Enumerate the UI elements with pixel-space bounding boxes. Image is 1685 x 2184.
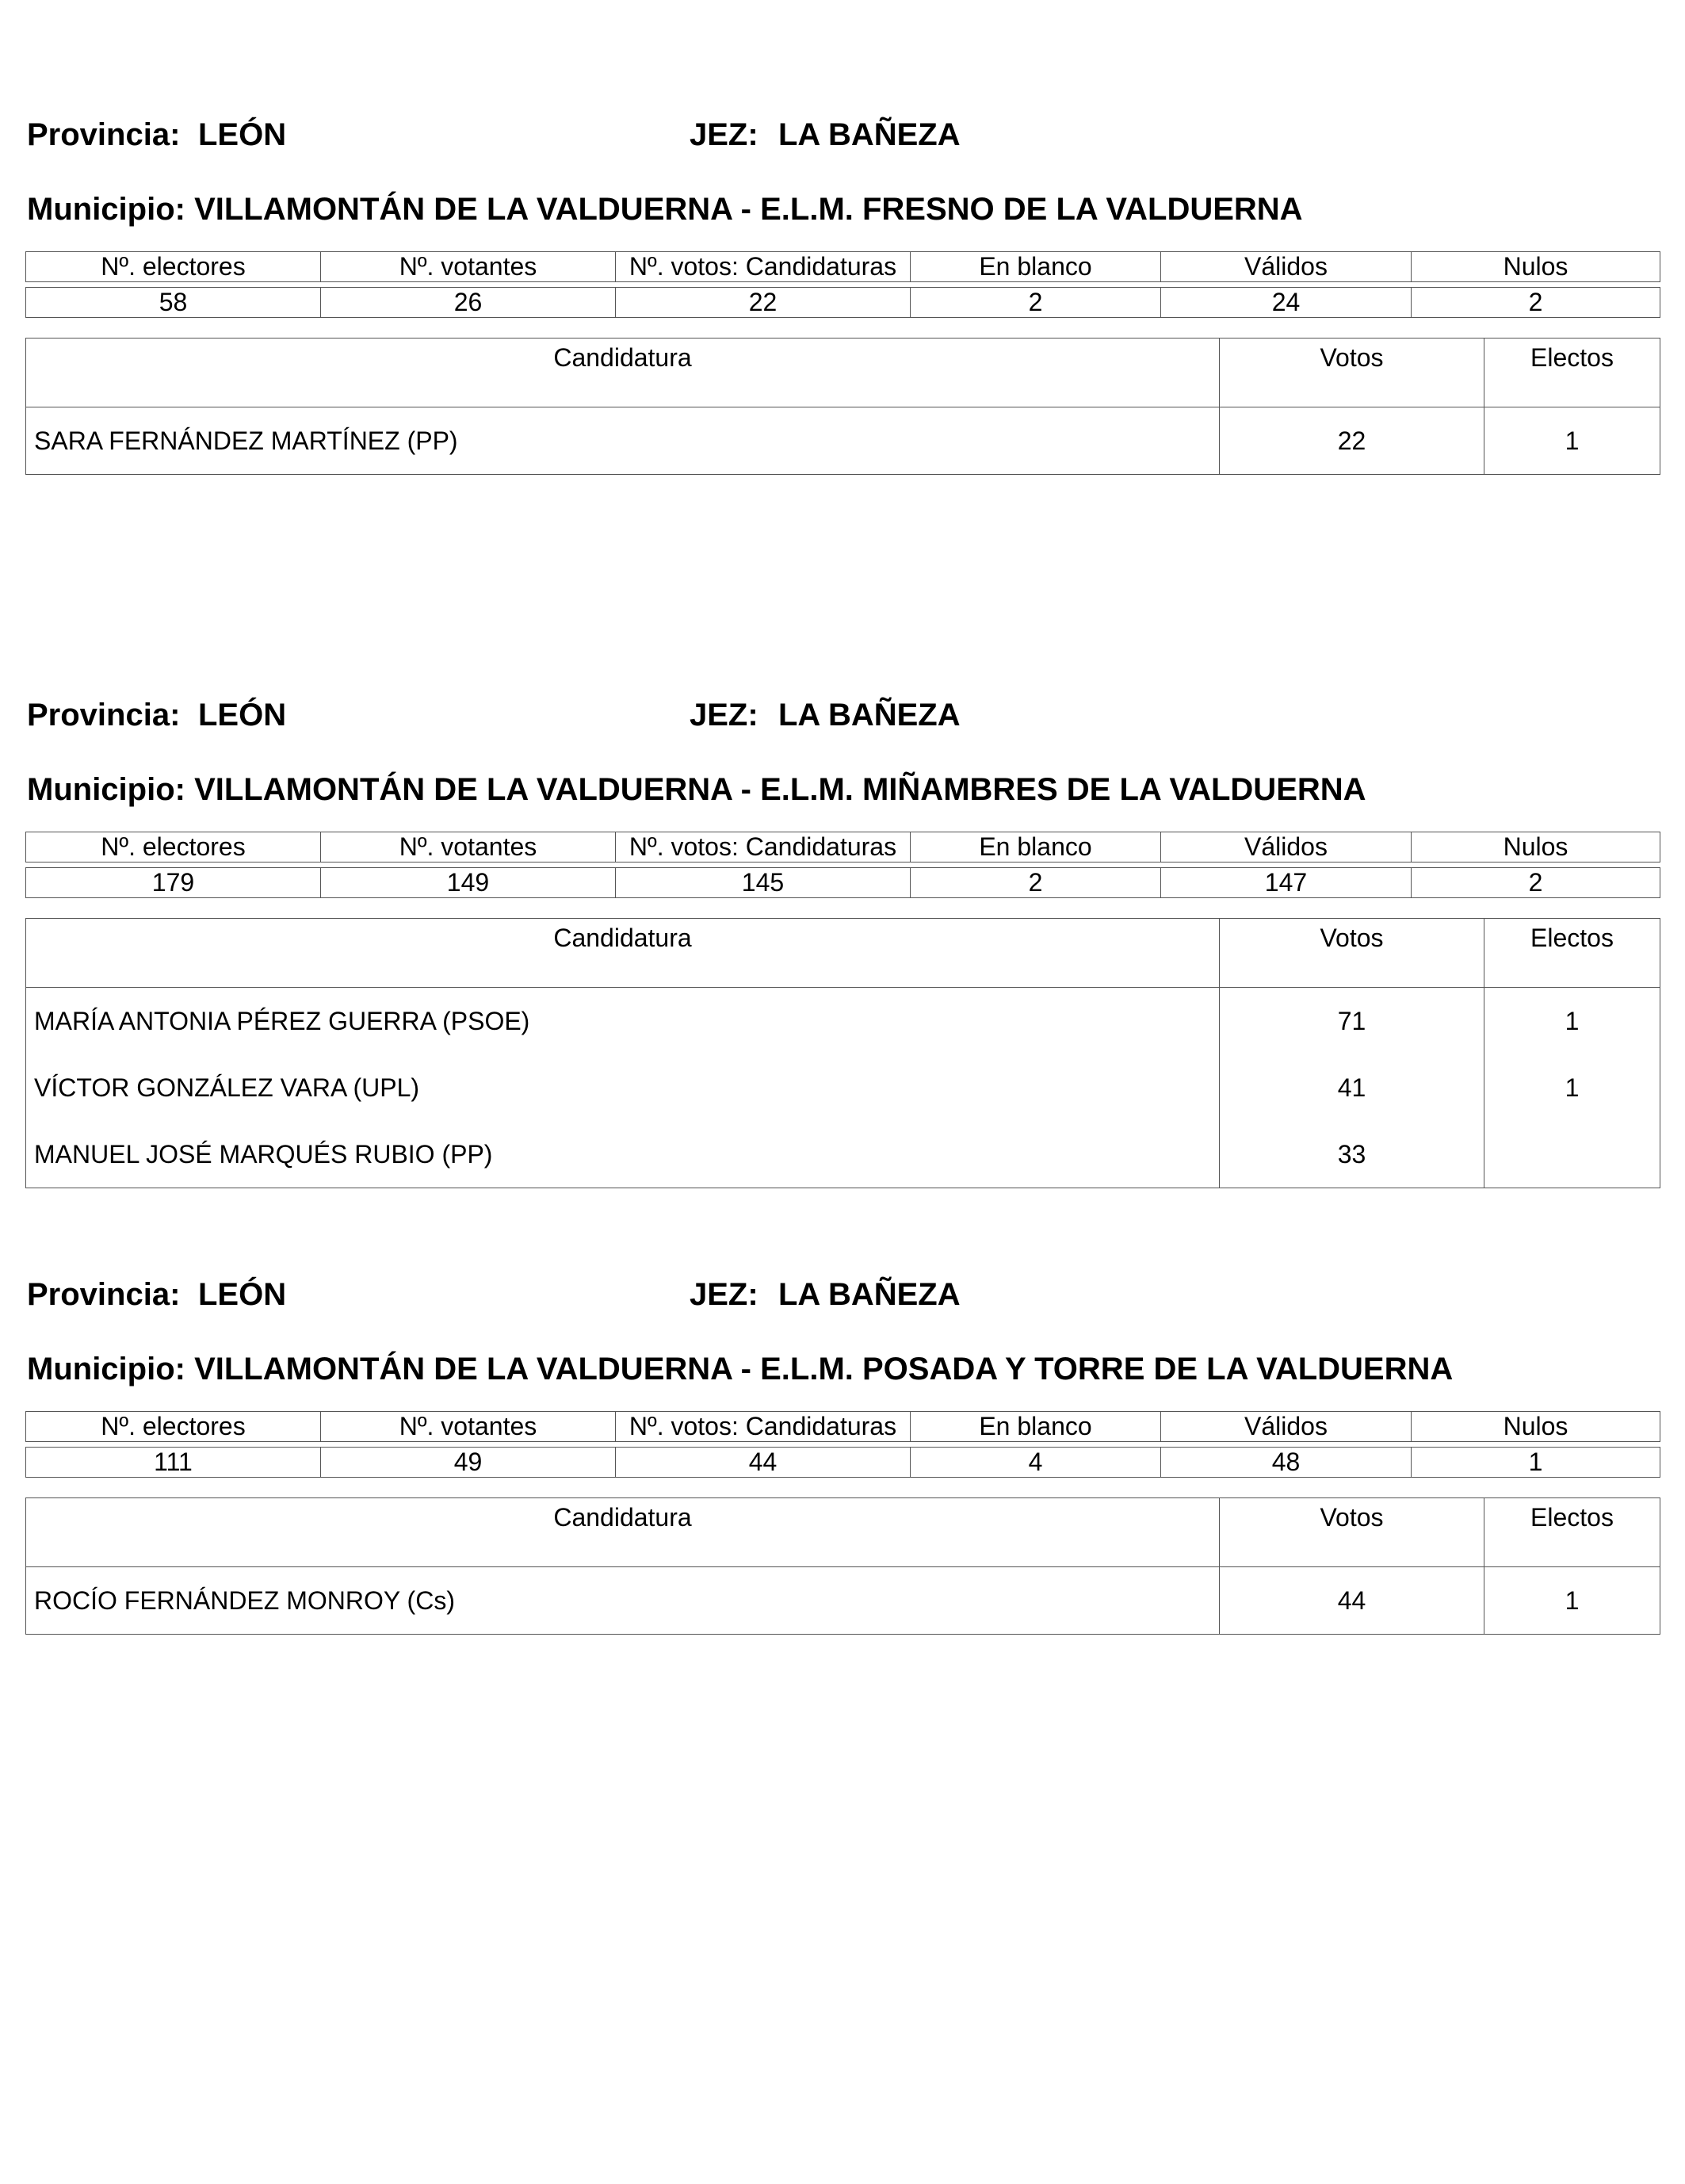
- stat-nulos: 1: [1412, 1448, 1660, 1478]
- candidate-elected: [1484, 1121, 1660, 1188]
- candidates-table: [25, 1497, 1660, 1635]
- provincia-line: [27, 691, 1660, 739]
- stat-header-votos-candidaturas: Nº. votos: Candidaturas: [616, 832, 911, 863]
- stat-validos: 24: [1161, 288, 1412, 318]
- stats-table: [25, 832, 1660, 898]
- stat-en-blanco: 2: [911, 288, 1161, 318]
- provincia-label: Provincia:: [27, 698, 181, 732]
- municipio-title: Municipio: VILLAMONTÁN DE LA VALDUERNA - E.L.M. MIÑAMBRES DE LA VALDUERNA: [27, 772, 1366, 807]
- table-row: [26, 1567, 1660, 1635]
- stat-header-votantes: Nº. votantes: [321, 1412, 616, 1442]
- stat-votantes: 149: [321, 868, 616, 898]
- stats-header-row: [26, 1412, 1660, 1442]
- candidate-name: VÍCTOR GONZÁLEZ VARA (UPL): [26, 1054, 1220, 1121]
- stat-votos-candidaturas: 22: [616, 288, 911, 318]
- stat-en-blanco: 4: [911, 1448, 1161, 1478]
- col-header-candidatura: Candidatura: [26, 1498, 1220, 1567]
- stat-header-votos-candidaturas: Nº. votos: Candidaturas: [616, 1412, 911, 1442]
- stats-header-row: [26, 832, 1660, 863]
- stats-table: [25, 251, 1660, 318]
- candidates-header-row: [26, 919, 1660, 988]
- stat-votos-candidaturas: 145: [616, 868, 911, 898]
- candidate-votes: 44: [1220, 1567, 1484, 1635]
- jez-value: LA BAÑEZA: [778, 1277, 961, 1312]
- stats-table: [25, 1411, 1660, 1478]
- provincia-value: LEÓN: [198, 1277, 287, 1312]
- candidates-table: [25, 918, 1660, 1188]
- stat-header-votos-candidaturas: Nº. votos: Candidaturas: [616, 252, 911, 282]
- stat-header-en-blanco: En blanco: [911, 252, 1161, 282]
- stat-header-votantes: Nº. votantes: [321, 832, 616, 863]
- provincia-value: LEÓN: [198, 698, 287, 732]
- candidates-header-row: [26, 339, 1660, 407]
- stat-electores: 58: [26, 288, 321, 318]
- stats-value-row: [26, 1448, 1660, 1478]
- provincia-line: [27, 111, 1660, 159]
- stat-votantes: 49: [321, 1448, 616, 1478]
- stat-validos: 147: [1161, 868, 1412, 898]
- candidate-elected: 1: [1484, 407, 1660, 475]
- stats-value-row: [26, 868, 1660, 898]
- candidate-name: MANUEL JOSÉ MARQUÉS RUBIO (PP): [26, 1121, 1220, 1188]
- jez-value: LA BAÑEZA: [778, 117, 961, 152]
- col-header-candidatura: Candidatura: [26, 919, 1220, 988]
- stat-electores: 111: [26, 1448, 321, 1478]
- table-row: [26, 407, 1660, 475]
- candidate-votes: 41: [1220, 1054, 1484, 1121]
- stat-validos: 48: [1161, 1448, 1412, 1478]
- stat-votos-candidaturas: 44: [616, 1448, 911, 1478]
- col-header-votos: Votos: [1220, 919, 1484, 988]
- candidate-elected: 1: [1484, 1567, 1660, 1635]
- col-header-electos: Electos: [1484, 339, 1660, 407]
- stat-header-nulos: Nulos: [1412, 832, 1660, 863]
- candidate-votes: 71: [1220, 988, 1484, 1055]
- stat-header-en-blanco: En blanco: [911, 1412, 1161, 1442]
- provincia-label: Provincia:: [27, 1277, 181, 1312]
- table-row: [26, 988, 1660, 1055]
- candidates-table: [25, 338, 1660, 475]
- table-row: [26, 1054, 1660, 1121]
- candidate-elected: 1: [1484, 1054, 1660, 1121]
- stat-nulos: 2: [1412, 868, 1660, 898]
- candidate-votes: 33: [1220, 1121, 1484, 1188]
- stat-header-electores: Nº. electores: [26, 832, 321, 863]
- jez-label: JEZ:: [690, 117, 758, 152]
- candidate-votes: 22: [1220, 407, 1484, 475]
- candidate-name: MARÍA ANTONIA PÉREZ GUERRA (PSOE): [26, 988, 1220, 1055]
- candidates-header-row: [26, 1498, 1660, 1567]
- col-header-electos: Electos: [1484, 1498, 1660, 1567]
- candidate-elected: 1: [1484, 988, 1660, 1055]
- jez-label: JEZ:: [690, 1277, 758, 1312]
- jez-label: JEZ:: [690, 698, 758, 732]
- stat-nulos: 2: [1412, 288, 1660, 318]
- stat-header-nulos: Nulos: [1412, 1412, 1660, 1442]
- col-header-candidatura: Candidatura: [26, 339, 1220, 407]
- stat-header-validos: Válidos: [1161, 1412, 1412, 1442]
- stat-header-votantes: Nº. votantes: [321, 252, 616, 282]
- stat-header-validos: Válidos: [1161, 252, 1412, 282]
- table-row: [26, 1121, 1660, 1188]
- stats-header-row: [26, 252, 1660, 282]
- stat-header-en-blanco: En blanco: [911, 832, 1161, 863]
- col-header-electos: Electos: [1484, 919, 1660, 988]
- col-header-votos: Votos: [1220, 1498, 1484, 1567]
- stat-header-validos: Válidos: [1161, 832, 1412, 863]
- municipio-title: Municipio: VILLAMONTÁN DE LA VALDUERNA - E.L.M. FRESNO DE LA VALDUERNA: [27, 192, 1303, 227]
- stat-electores: 179: [26, 868, 321, 898]
- provincia-label: Provincia:: [27, 117, 181, 152]
- stat-header-nulos: Nulos: [1412, 252, 1660, 282]
- municipio-title: Municipio: VILLAMONTÁN DE LA VALDUERNA - E.L.M. POSADA Y TORRE DE LA VALDUERNA: [27, 1352, 1454, 1387]
- stat-votantes: 26: [321, 288, 616, 318]
- candidate-name: ROCÍO FERNÁNDEZ MONROY (Cs): [26, 1567, 1220, 1635]
- jez-value: LA BAÑEZA: [778, 698, 961, 732]
- provincia-value: LEÓN: [198, 117, 287, 152]
- provincia-line: [27, 1271, 1660, 1318]
- candidate-name: SARA FERNÁNDEZ MARTÍNEZ (PP): [26, 407, 1220, 475]
- stat-header-electores: Nº. electores: [26, 1412, 321, 1442]
- stats-value-row: [26, 288, 1660, 318]
- col-header-votos: Votos: [1220, 339, 1484, 407]
- stat-header-electores: Nº. electores: [26, 252, 321, 282]
- stat-en-blanco: 2: [911, 868, 1161, 898]
